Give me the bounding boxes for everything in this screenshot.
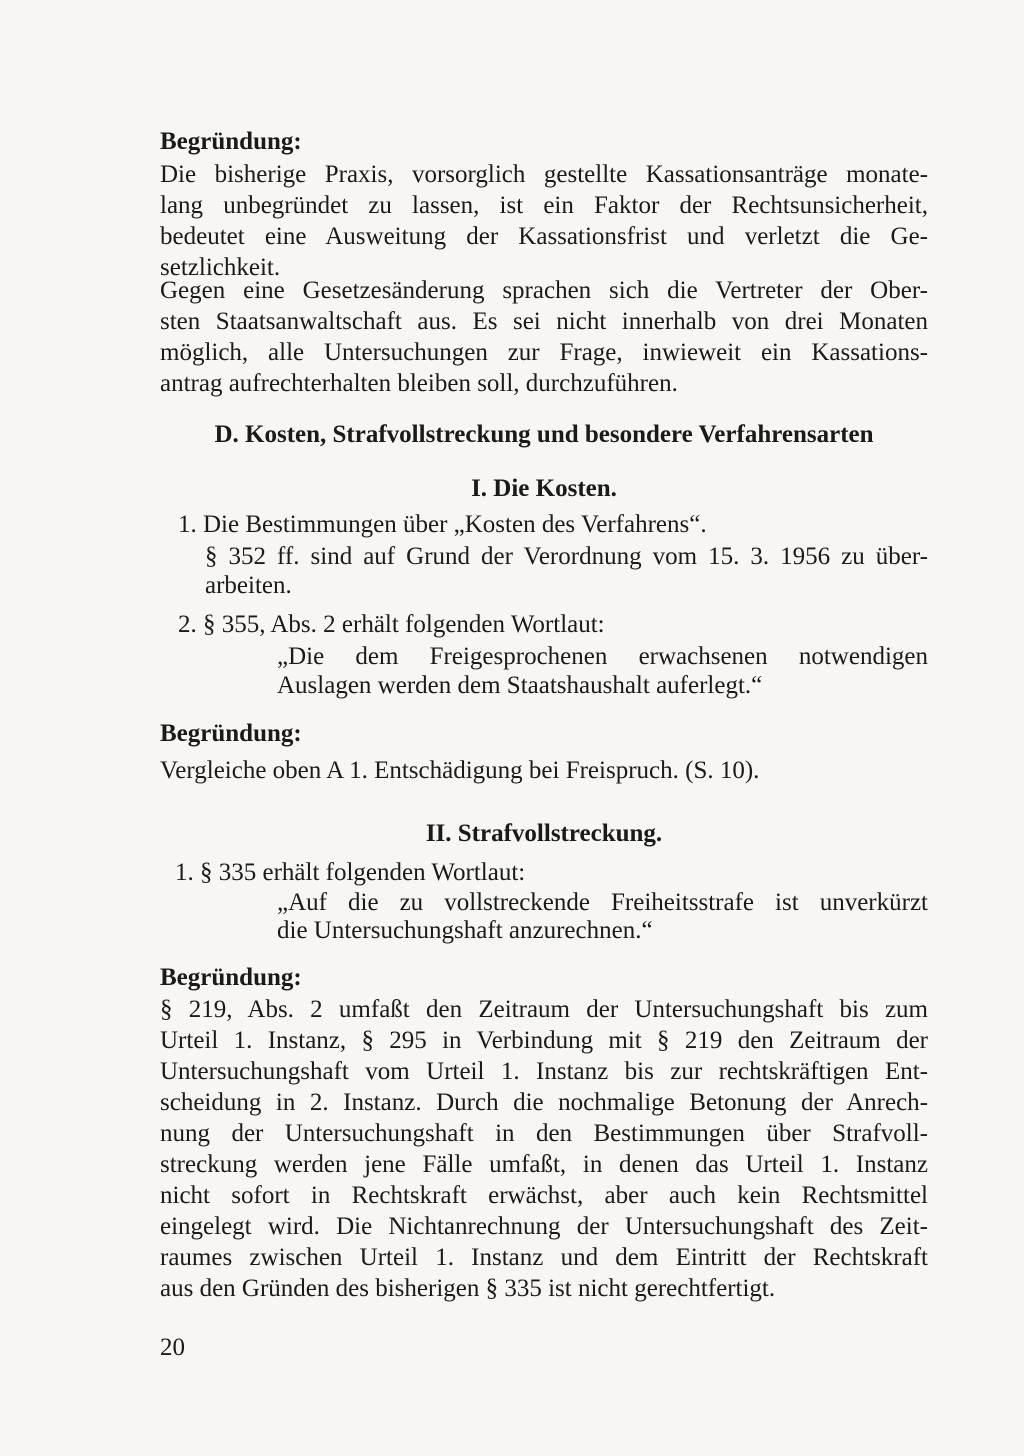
straf-reason-line-1: § 219, Abs. 2 umfaßt den Zeitraum der Untersuchungshaft bis zum — [160, 996, 928, 1023]
kosten-reason-line: Vergleiche oben A 1. Entschädigung bei Freispruch. (S. 10). — [160, 757, 760, 784]
kosten-item-1-line-1: 1. Die Bestimmungen über „Kosten des Verfahrens“. — [178, 511, 707, 538]
kosten-item-1-line-3: arbeiten. — [205, 572, 292, 599]
straf-reason-line-7: nicht sofort in Rechtskraft erwächst, aber auch kein Rechtsmittel — [160, 1182, 928, 1209]
straf-reason-line-5: nung der Untersuchungshaft in den Bestimmungen über Strafvoll- — [160, 1120, 928, 1147]
subsection-strafvollstreckung-heading: II. Strafvollstreckung. — [425, 820, 663, 847]
subsection-kosten-heading: I. Die Kosten. — [471, 475, 617, 502]
reason-c-line-6: sten Staatsanwaltschaft aus. Es sei nicht innerhalb von drei Monaten — [160, 308, 928, 335]
kosten-quote-line-2: Auslagen werden dem Staatshaushalt auferlegt.“ — [277, 672, 763, 699]
straf-reason-line-9: raumes zwischen Urteil 1. Instanz und dem Eintritt der Rechtskraft — [160, 1244, 928, 1271]
reason-c-line-8: antrag aufrechterhalten bleiben soll, durchzuführen. — [160, 370, 678, 397]
page-number: 20 — [160, 1334, 185, 1361]
straf-reason-line-6: streckung werden jene Fälle umfaßt, in denen das Urteil 1. Instanz — [160, 1151, 928, 1178]
kosten-item-2-line-1: 2. § 355, Abs. 2 erhält folgenden Wortlaut: — [178, 611, 605, 638]
kosten-reason-heading: Begründung: — [160, 720, 302, 747]
straf-reason-line-4: scheidung in 2. Instanz. Durch die nochmalige Betonung der Anrech- — [160, 1089, 928, 1116]
reason-c-line-2: lang unbegründet zu lassen, ist ein Faktor der Rechtsunsicherheit, — [160, 192, 928, 219]
straf-reason-line-10: aus den Gründen des bisherigen § 335 ist nicht gerechtfertigt. — [160, 1275, 776, 1302]
reason-c-line-7: möglich, alle Untersuchungen zur Frage, inwieweit ein Kassations- — [160, 339, 928, 366]
straf-reason-line-8: eingelegt wird. Die Nichtanrechnung der Untersuchungshaft des Zeit- — [160, 1213, 928, 1240]
section-d-heading: D. Kosten, Strafvollstreckung und besondere Verfahrensarten — [214, 421, 874, 448]
reason-c-line-1: Die bisherige Praxis, vorsorglich gestellte Kassationsanträge monate- — [160, 161, 928, 188]
reason-c-line-3: bedeutet eine Ausweitung der Kassationsfrist und verletzt die Ge- — [160, 223, 928, 250]
straf-item-1-line-1: 1. § 335 erhält folgenden Wortlaut: — [175, 859, 526, 886]
kosten-item-1-line-2: § 352 ff. sind auf Grund der Verordnung vom 15. 3. 1956 zu über- — [205, 543, 928, 570]
straf-quote-line-2: die Untersuchungshaft anzurechnen.“ — [277, 917, 653, 944]
reason-c-line-5: Gegen eine Gesetzesänderung sprachen sich die Vertreter der Ober- — [160, 277, 928, 304]
reason-c-line-4: setzlichkeit. — [160, 254, 281, 281]
straf-reason-heading: Begründung: — [160, 964, 302, 991]
reason-heading-c: Begründung: — [160, 128, 302, 155]
kosten-quote-line-1: „Die dem Freigesprochenen erwachsenen notwendigen — [277, 643, 928, 670]
straf-quote-line-1: „Auf die zu vollstreckende Freiheitsstrafe ist unverkürzt — [277, 889, 928, 916]
straf-reason-line-3: Untersuchungshaft vom Urteil 1. Instanz bis zur rechtskräftigen Ent- — [160, 1058, 928, 1085]
straf-reason-line-2: Urteil 1. Instanz, § 295 in Verbindung mit § 219 den Zeitraum der — [160, 1027, 928, 1054]
